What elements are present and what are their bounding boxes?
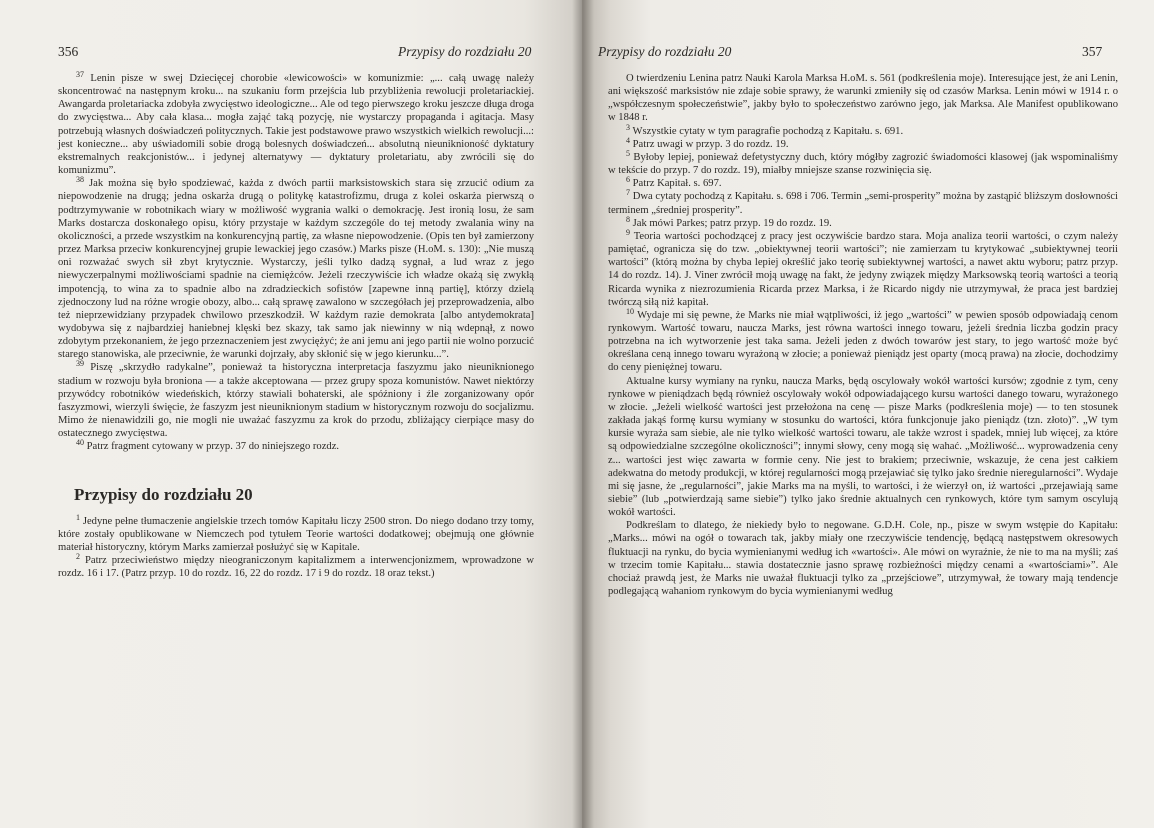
footnote-9: $^9$ Teoria wartości pochodzącej z pracy jest oczywiście bardzo stara. Moja analiza teorii wartości, o czym należy pamiętać, ogranicza się do tzw. „obiektywnej teorii wartości”; nie zamierzam tu krytykować „subiektywnej teorii wartości” (którą można by chyba lepiej określić jako teorię subiektywnej wartości, a nawet aktu wyboru; patrz przyp. 14 do rozdz. 14). J. Viner zwrócił moją uwagę na fakt, że jedyny związek między Marksowską teorią wartości a teorią Ricarda wynika z niezrozumienia Ricarda przez Marksa, i że Ricardo nigdy nie utrzymywał, że praca jest bardziej twórczą siłą niż kapitał.	[608, 227, 1118, 308]
paragraph-cole: Podkreślam to dlatego, że niekiedy było to negowane. G.D.H. Cole, np., pisze w swym wstępie do Kapitału: „Marks... mówi na ogół o towarach tak, jakby miały one rzeczywiście tendencję, będącą następstwem okresowych fluktuacji na rynku, do bycia wymienianymi według ich «wartości». Ale mówi on wyraźnie, że nie to ma na myśli; zaś w trzecim tomie Kapitału... stawia dostatecznie jasno sprawę rozbieżności między cenami a «wartościami»”. Ale chociaż prawdą jest, że Marks nie uważał fluktuacji tylko za „przejściowe”, utrzymywał, że towary mają tendencje podlegającą wahaniom rynkowym do bycia wymienianymi według	[608, 520, 1118, 598]
footnote-7: $^7$ Dwa cytaty pochodzą z Kapitału. s. 698 i 706. Termin „semi-prosperity” można by zastąpić bliższym dosłowności terminem „średniej prosperity”.	[608, 188, 1118, 216]
footnote-40: $^{40}$ Patrz fragment cytowany w przyp. 37 do niniejszego rozdz.	[76, 438, 340, 453]
footnote-38: $^{38}$ Jak można się było spodziewać, każda z dwóch partii marksistowskich stara się zrzucić odium za niepowodzenie na drugą; jedna oskarża drugą o politykę katastrofizmu, druga z kolei oskarża pierwszą o podtrzymywanie w robotnikach wiary w możliwość wygrania walki o demokrację. Jest ironią losu, że sam Marks dostarcza doskonałego opisu, który przystaje w każdym szczególe do tej metody zwalania winy na okoliczności, a przede wszystkim na konkurencyjną partię, za własne niepowodzenie. (Opis ten był zamierzony przez Marksa przeciw konkurencyjnej grupie lewackiej jego czasów.) Marks pisze (H.oM. s. 130): „Nie muszą oni rozważać swych sił zbyt krytycznie. Wystarczy, jeśli tylko dadzą sygnał, a lud wraz z jego niewyczerpalnymi możliwościami spadnie na ciemiężców. Jeżeli rzeczywiście ich władze okażą się zwykłą impotencją, to wina za to spadnie albo na zdradzieckich sofistów [zapewne inną partię], którzy dzielą zjednoczony lud na różne wrogie obozy, albo... całą sprawę zawalono w szczegółach jej przeprowadzenia, albo też nieprzewidziany przypadek chwilowo przeszkodził. W każdym razie demokrata [albo antydemokrata] wydobywa się z najbardziej haniebnej klęski bez skazy, tak samo jak niewinny w nią wdepnął, z nowo zdobytym przekonaniem, że jego przeznaczeniem jest zwyciężyć; że ani jemu ani jego partii nie wolno porzucić starego stanowiska, ale przeciwnie, że warunki dojrzały, aby skłonić się w jego kierunku...”.	[58, 175, 534, 361]
right-running-title: Przypisy do rozdziału 20	[598, 44, 732, 59]
paragraph-market-rates: Aktualne kursy wymiany na rynku, naucza Marks, będą oscylowały wokół wartości kursów; zgodnie z tym, ceny rynkowe w pieniądzach będą również oscylowały wokół odpowiadającego kursu wartości danego towaru, wyrażonego w złocie. „Jeżeli wielkość wartości jest przełożona na cenę — pisze Marks (podkreślenia moje) — to ten stosunek zakłada jakąś formę kursu wymiany w stosunku do wartości, która funkcjonuje jako pieniądz (tzn. złoto)”. „W tym kursie wyraża sam siebie, ale nie tylko wielkość wartości towaru, ale także wzrost i spadek, mniej lub więcej, za które są odpowiedzialne szczególne okoliczności”; innymi słowy, ceny mogą się wahać. „Możliwość... wyprowadzenia ceny z... wartości jest więc zawarta w formie ceny. Nie jest to brakiem; przeciwnie, wskazuje, że cena jest całkiem adekwatna do metody produkcji, w której regularności mogą przejawiać się tylko jako średnie nieregularności”. Wydaje mi się jasne, że „regularności”, jakie Marks ma na myśli, to wartości, i że wierzył on, iż wartości „przejawiają same siebie” (lub „potwierdzają same siebie”) tylko jako średnie aktualnych cen rynkowych, które tym samym oscylują wokół wartości.	[608, 375, 1118, 519]
footnote-10: $^{10}$ Wydaje mi się pewne, że Marks nie miał wątpliwości, iż jego „wartości” w pewien sposób odpowiadają cenom rynkowym. Wartość towaru, naucza Marks, jest równa wartości innego towaru, jeżeli średnia liczba godzin pracy potrzebna na ich wytworzenie jest taka sama. Jeżeli jeden z dwóch towarów jest stary, to jego wartość może być określana ceną innego towaru wyrażoną w złocie; a ponieważ pieniądz jest oparty (mocą prawa) na złocie, dochodzimy do ceny pieniężnej towaru.	[608, 306, 1118, 374]
footnote-37: $^{37}$ Lenin pisze w swej Dziecięcej chorobie «lewicowości» w komunizmie: „... całą uwagę należy skoncentrować na następnym kroku... na szukaniu form przejścia lub przybliżenia rewolucji proletariackiej. Awangarda proletariacka zdobyła zwycięstwo ideologiczne... Ale od tego pierwszego kroku jeszcze długa droga do zwycięstwa... Aby cała klasa... mogła zająć taką pozycję, nie wystarczy propaganda i agitacja. Masy potrzebują własnych doświadczeń politycznych. Takie jest podstawowe prawo wszystkich wielkich rewolucji...: jest konieczne... aby uświadomili sobie drogą bolesnych doświadczeń... absolutną nieuniknioność dyktatury ekstremalnych reakcjonistów... i jedynej alternatywy — dyktatury proletariatu, aby zwrócili się do komunizmu”.	[58, 70, 534, 177]
footnote-6: $^6$ Patrz Kapitał. s. 697.	[626, 175, 722, 190]
left-page-body	[58, 72, 534, 580]
book-gutter-shadow	[572, 0, 594, 828]
section-heading: Przypisy do rozdziału 20	[74, 484, 253, 504]
right-page-body	[608, 72, 1118, 598]
right-page-number: 357	[1082, 44, 1103, 59]
footnote-39: $^{39}$ Piszę „skrzydło radykalne”, ponieważ ta historyczna interpretacja faszyzmu jako nieuniknionego stadium w rozwoju była broniona — a także akceptowana — przez grupy spoza komunistów. Nawet niektórzy przywódcy robotników wiedeńskich, którzy stawiali bohaterski, ale spóźniony i źle zorganizowany opór faszyzmowi, wierzyli święcie, że faszyzm jest nieuniknionym stadium w historycznym rozwoju do socjalizmu. Mimo że nienawidzili go, nie mogli nie uważać faszyzmu za krok do przodu, zbliżający cierpiące masy do ostatecznego zwycięstwa.	[58, 359, 534, 440]
footnote-5: $^5$ Byłoby lepiej, ponieważ defetystyczny duch, który mógłby zagrozić świadomości klasowej (jak wspominaliśmy w tekście do przyp. 7 do rozdz. 19), miałby mniejsze szanse rozwinięcia się.	[608, 148, 1118, 177]
right-page	[582, 0, 1154, 828]
footnote-2: $^2$ Patrz przeciwieństwo między nieograniczonym kapitalizmem a interwencjonizmem, wprowadzone w rozdz. 16 i 17. (Patrz przyp. 10 do rozdz. 16, 22 do rozdz. 17 i 9 do rozdz. 18 oraz tekst.)	[58, 552, 534, 580]
footnote-4: $^4$ Patrz uwagi w przyp. 3 do rozdz. 19.	[626, 135, 789, 150]
paragraph-lenin: O twierdzeniu Lenina patrz Nauki Karola Marksa H.oM. s. 561 (podkreślenia moje). Interesujące jest, że ani Lenin, ani większość marksistów nie zdaje sobie sprawy, że warunki zmieniły się od czasów Marksa. Lenin mówi w 1914 r. o „współczesnym społeczeństwie”, jakby było to społeczeństwo zarówno jego, jak Marksa. Ale Manifest opublikowano w 1848 r.	[608, 73, 1118, 124]
footnote-1: $^1$ Jedyne pełne tłumaczenie angielskie trzech tomów Kapitału liczy 2500 stron. Do niego dodano trzy tomy, które zostały opublikowane w Niemczech pod tytułem Teorie wartości dodatkowej; obejmują one głównie materiał historyczny, którym Marks zamierzał posłużyć się w Kapitale.	[58, 512, 535, 553]
left-running-title: Przypisy do rozdziału 20	[398, 44, 532, 59]
left-page-number: 356	[58, 44, 79, 59]
footnote-3: $^3$ Wszystkie cytaty w tym paragrafie pochodzą z Kapitału. s. 691.	[626, 122, 904, 137]
footnote-8: $^8$ Jak mówi Parkes; patrz przyp. 19 do rozdz. 19.	[626, 214, 832, 229]
